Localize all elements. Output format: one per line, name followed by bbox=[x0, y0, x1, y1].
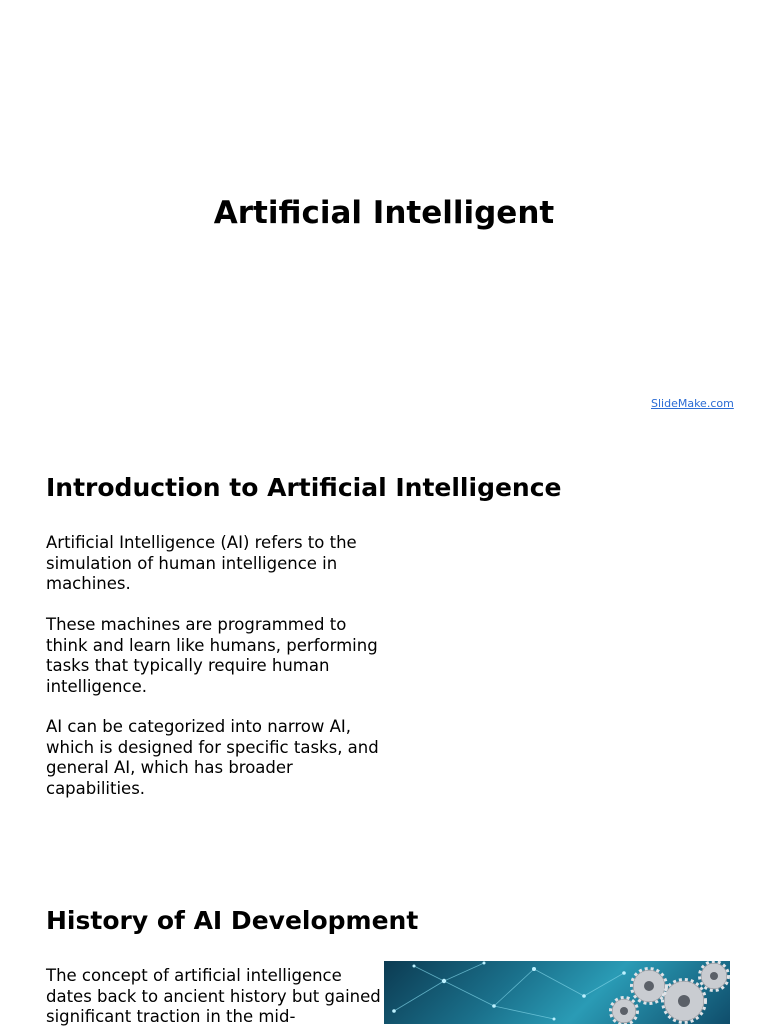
intro-paragraph-2: These machines are programmed to think and learn like humans, performing tasks that typically require human intelligence. bbox=[46, 615, 378, 696]
intro-heading: Introduction to Artificial Intelligence bbox=[46, 473, 562, 502]
intro-paragraph-1: Artificial Intelligence (AI) refers to the simulation of human intelligence in machines. bbox=[46, 533, 357, 593]
gears-network-image bbox=[384, 961, 730, 1024]
history-heading: History of AI Development bbox=[46, 906, 419, 935]
intro-paragraph-3: AI can be categorized into narrow AI, which is designed for specific tasks, and general AI, which has broader capabilities. bbox=[46, 717, 379, 798]
page-title: Artificial Intelligent bbox=[213, 195, 555, 231]
slidemake-link[interactable]: SlideMake.com bbox=[651, 397, 734, 410]
history-paragraph-1: The concept of artificial intelligence dates back to ancient history but gained significant traction in the mid- bbox=[46, 966, 381, 1026]
gears-network-icon bbox=[384, 961, 730, 1024]
